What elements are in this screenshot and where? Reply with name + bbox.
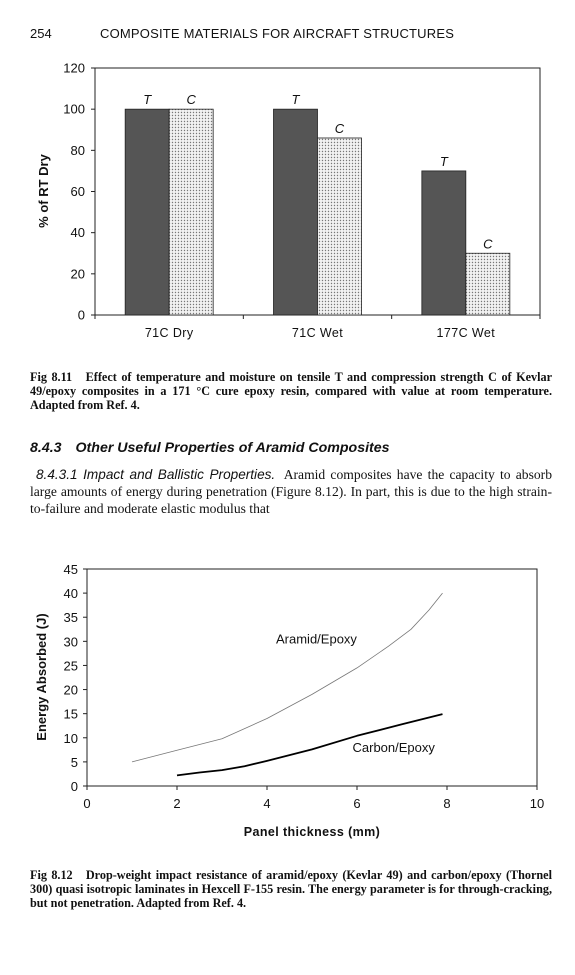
bar-C-0	[169, 109, 213, 315]
x-category-label: 71C Dry	[144, 326, 194, 340]
section-heading	[30, 440, 552, 456]
section-number: 8.4.3	[30, 440, 62, 456]
y-tick-label: 30	[63, 634, 78, 650]
y-tick-label: 15	[63, 706, 78, 722]
bar-series-label: T	[439, 153, 448, 169]
figure-8-11-caption	[30, 370, 552, 412]
bar-T-1	[274, 109, 318, 315]
caption-label: Fig 8.12	[30, 868, 73, 882]
running-title: COMPOSITE MATERIALS FOR AIRCRAFT STRUCTURES	[100, 26, 455, 41]
caption-text: Drop-weight impact resistance of aramid/epoxy (Kevlar 49) and carbon/epoxy (Thornel 300) quasi isotropic laminates in Hexcell F-155 resin. The energy parameter is for through-cracking, but not penetration. Adapted from Ref. 4.	[30, 868, 552, 910]
y-tick-label: 40	[63, 586, 78, 602]
series-line-aramid-epoxy	[132, 593, 443, 762]
bar-series-label: C	[334, 120, 345, 136]
y-tick-label: 10	[63, 730, 78, 746]
page-header	[30, 26, 550, 44]
x-tick-label: 6	[353, 796, 361, 811]
bar-series-label: T	[291, 92, 300, 108]
line-chart	[0, 560, 575, 860]
x-tick-label: 0	[83, 796, 91, 811]
bar-chart	[0, 60, 575, 360]
y-tick-label: 80	[70, 142, 85, 158]
y-tick-label: 25	[63, 658, 78, 674]
y-axis-label: % of RT Dry	[36, 154, 51, 228]
y-tick-label: 100	[63, 101, 85, 117]
figure-8-12-caption	[30, 868, 552, 910]
paragraph-text: Aramid composites have the capacity to absorb large amounts of energy during penetration (Figure 8.12). In part, this is due to the high strain-to-failure and moderate elastic modulus that	[30, 467, 552, 516]
bar-C-1	[318, 138, 362, 315]
section-title: Other Useful Properties of Aramid Composites	[75, 440, 390, 456]
y-tick-label: 0	[70, 779, 78, 794]
page-number: 254	[30, 26, 52, 41]
series-label-carbon-epoxy: Carbon/Epoxy	[352, 740, 435, 756]
y-tick-label: 40	[70, 225, 85, 241]
x-category-label: 71C Wet	[291, 326, 344, 340]
x-tick-label: 2	[173, 796, 181, 811]
bar-series-label: T	[143, 92, 152, 108]
series-label-aramid-epoxy: Aramid/Epoxy	[276, 631, 357, 647]
bar-series-label: C	[483, 236, 493, 252]
bar-T-2	[422, 171, 466, 315]
bar-series-label: C	[186, 92, 196, 108]
y-tick-label: 45	[63, 562, 78, 577]
y-tick-label: 20	[70, 266, 85, 282]
y-tick-label: 0	[77, 307, 85, 323]
x-tick-label: 4	[263, 796, 271, 811]
caption-text: Effect of temperature and moisture on tensile T and compression strength C of Kevlar 49/epoxy composites in a 171 °C cure epoxy resin, compared with value at room temperature. Adapted from Ref. 4.	[30, 370, 552, 412]
y-tick-label: 35	[63, 610, 78, 626]
x-category-label: 177C Wet	[436, 326, 496, 340]
body-paragraph	[30, 466, 552, 517]
x-tick-label: 8	[443, 796, 451, 811]
caption-label: Fig 8.11	[30, 370, 73, 384]
y-tick-label: 5	[70, 754, 78, 770]
y-tick-label: 60	[70, 184, 85, 199]
subsection-heading: 8.4.3.1 Impact and Ballistic Properties.	[36, 467, 276, 482]
y-tick-label: 120	[63, 60, 85, 76]
bar-C-2	[466, 253, 510, 315]
y-tick-label: 20	[63, 682, 78, 698]
x-tick-label: 10	[529, 796, 545, 811]
y-axis-label: Energy Absorbed (J)	[34, 613, 49, 741]
plot-area	[87, 569, 537, 786]
x-axis-label: Panel thickness (mm)	[243, 825, 381, 839]
bar-T-0	[125, 109, 169, 315]
